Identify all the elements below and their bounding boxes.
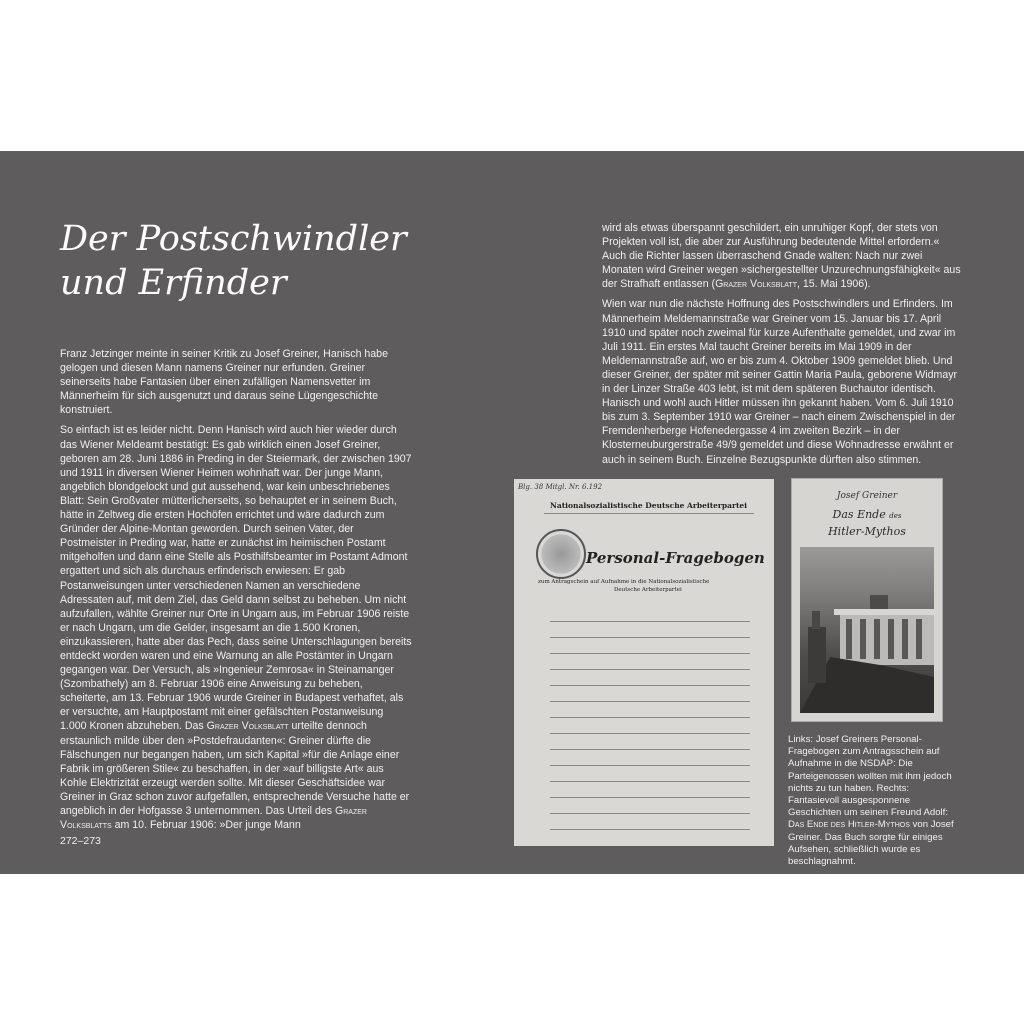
caption-text: Links: Josef Greiners Personal-Fragebogen zum Antragsschein auf Aufnahme in die NSDAP: Die Parteigenossen wollten mit ihm jedoch nichts zu tun haben. Rechts: Fantasievoll ausgesponnene Geschichten um seinen Freund Adolf: bbox=[788, 734, 952, 819]
rule-line bbox=[550, 701, 750, 702]
form-subtitle-2: Deutsche Arbeiterpartei bbox=[614, 587, 682, 593]
left-text-column bbox=[60, 347, 412, 838]
questionnaire-photo bbox=[514, 479, 774, 846]
text-run: am 10. Februar 1906: »Der junge Mann bbox=[111, 819, 301, 832]
rule-line bbox=[550, 733, 750, 734]
newspaper-name: Grazer Volksblatts bbox=[60, 805, 367, 832]
book-title-line: Hitler-Mythos bbox=[828, 525, 906, 538]
building-illustration bbox=[800, 547, 934, 713]
newspaper-name: Grazer Volksblatt bbox=[715, 278, 797, 291]
title-line-2: und Erfinder bbox=[60, 263, 287, 303]
form-title: Personal-Fragebogen bbox=[586, 549, 765, 567]
book-author: Josef Greiner bbox=[836, 491, 898, 501]
book-cover-photo bbox=[791, 478, 943, 722]
rule-line bbox=[550, 621, 750, 622]
rule-line bbox=[550, 813, 750, 814]
rule-line bbox=[544, 513, 754, 514]
figure-caption bbox=[788, 734, 960, 868]
rule-line bbox=[550, 653, 750, 654]
text-run: urteilte dennoch erstaunlich milde über den »Postdefraudanten«: Greiner dürfte die Fälschungen nur begangen haben, um sich Kapital »für die Anlage einer Fabrik im größeren Stile« zu beschaffen, in der »auf billigste Art« aus Kohle Elektrizität erzeugt werden sollte. Mit dieser Geschäftsidee war Greiner in Graz schon zuvor aufgefallen, entsprechende Versuche hatte er angeblich in der Hofgasse 3 unternommen. Das Urteil des bbox=[60, 720, 410, 817]
form-subtitle: zum Antragschein auf Aufnahme in die Nationalsozialistische bbox=[538, 579, 710, 585]
rule-line bbox=[550, 829, 750, 830]
caption-text: von Josef Greiner. Das Buch sorgte für einiges Aufsehen, schließlich wurde es beschlagnahmt. bbox=[788, 819, 954, 868]
text-run: wird als etwas überspannt geschildert, ein unruhiger Kopf, der stets von Projekten voll ist, die aber zur Ausführung bedeutende Mittel erfordern.« Auch die Richter lassen überraschend Gnade walten: Nach nur zwei Monaten wird Greiner wegen »sichergestellter Unzurechnungsfähigkeit« aus der Strafhaft entlassen ( bbox=[602, 222, 961, 291]
rule-line bbox=[550, 637, 750, 638]
rule-line bbox=[550, 797, 750, 798]
page-numbers: 272–273 bbox=[60, 835, 101, 847]
rule-line bbox=[550, 685, 750, 686]
newspaper-name: Grazer Volksblatt bbox=[206, 720, 289, 733]
paragraph: Franz Jetzinger meinte in seiner Kritik zu Josef Greiner, Hanisch habe gelogen und diesen Mann namens Greiner nur erfunden. Greiner seinerseits habe Fantasien über einen zufälligen Namensvetter im Männerheim für sich ausgenutzt und daraus seine Lügengeschichte konstruiert. bbox=[60, 348, 388, 417]
book-name: Das Ende des Hitler-Mythos bbox=[788, 819, 910, 831]
right-text-column bbox=[602, 221, 964, 473]
form-header: Nationalsozialistische Deutsche Arbeiterpartei bbox=[550, 501, 748, 510]
rule-line bbox=[550, 781, 750, 782]
rule-line bbox=[550, 765, 750, 766]
rule-line bbox=[550, 669, 750, 670]
rule-line bbox=[550, 717, 750, 718]
book-spread bbox=[0, 151, 1024, 874]
title-line-1: Der Postschwindler bbox=[60, 219, 407, 259]
corner-note: Blg. 38 Mitgl. Nr. 6.192 bbox=[518, 483, 603, 491]
book-title bbox=[792, 507, 942, 539]
paragraph bbox=[60, 423, 412, 832]
book-title-line: Das Ende bbox=[832, 508, 886, 521]
party-stamp bbox=[536, 529, 586, 579]
text-run: , 15. Mai 1906). bbox=[796, 278, 871, 291]
chapter-title bbox=[60, 217, 480, 305]
book-title-line: des bbox=[889, 512, 902, 520]
paragraph bbox=[602, 221, 964, 291]
paragraph: Wien war nun die nächste Hoffnung des Postschwindlers und Erfinders. Im Männerheim Meldemannstraße war Greiner vom 15. Januar bis 17. April 1910 und später noch zweimal für kurze Aufenthalte gemeldet, und zwar im Juli 1911. Ein erstes Mal taucht Greiner bereits im Mai 1909 in der Meldemannstraße auf, wo er bis zum 4. Oktober 1909 gemeldet blieb. Und dieser Greiner, der später mit seiner Gattin Maria Paula, geborene Widmayr in der Linzer Straße 403 lebt, ist mit dem späteren Buchautor identisch. Hanisch und wohl auch Hitler müssen ihn gekannt haben. Vom 6. Juli 1910 bis zum 3. September 1910 war Greiner – nach einem Zwischenspiel in der Fremdenherberge Hofenedergasse 4 im zweiten Bezirk – in der Klosterneuburgerstraße 49/9 gemeldet und diese Wohnadresse erwähnt er auch in seinem Buch. Einzelne Bezugspunkte dürften also stimmen. bbox=[602, 298, 958, 466]
text-run: So einfach ist es leider nicht. Denn Hanisch wird auch hier wieder durch das Wiener Meldeamt bestätigt: Es gab wirklich einen Josef Greiner, geboren am 28. Juni 1886 in Preding in der Steiermark, der zwischen 1907 und 1911 in diversen Wiener Heimen wohnhaft war. Der junge Mann, angeblich blondgelockt und gut aussehend, war kein unbeschriebenes Blatt: Sein Großvater mütterlicherseits, so behauptet er in seinem Buch, hätte in Zeltweg die ersten Hochöfen errichtet und wäre dadurch zum Gründer der Alpine-Montan geworden. Durch seinen Vater, der Postmeister in Preding war, hatte er zunächst im heimischen Postamt mitgeholfen und dann eine Stelle als Posthilfsbeamter im Postamt Admont ergattert und sich als durchaus erfinderisch erwiesen: Er gab Postanweisungen unter verschiedenen Namen an verschiedene Adressaten auf, mit dem Ziel, das Geld dann selbst zu beheben. Um nicht aufzufallen, wählte Greiner nur Orte in Ungarn aus, im Februar 1906 reiste er nach Ungarn, um die Gelder, insgesamt an die 1.500 Kronen, einzukassieren, hatte aber das Pech, dass seine Unterschlagungen bereits entdeckt worden waren und eine Warnung an alle Postämter in Ungarn gegangen war. Der Versuch, als »Ingenieur Zemrosa« in Steinamanger (Szombathely) am 8. Februar 1906 eine Anweisung zu beheben, scheiterte, am 13. Februar 1906 wurde Greiner in Budapest verhaftet, als er versuchte, am Hauptpostamt mit einer gefälschten Postanweisung 1.000 Kronen abzuheben. Das bbox=[60, 424, 412, 733]
cover-illustration bbox=[800, 547, 934, 713]
rule-line bbox=[550, 749, 750, 750]
